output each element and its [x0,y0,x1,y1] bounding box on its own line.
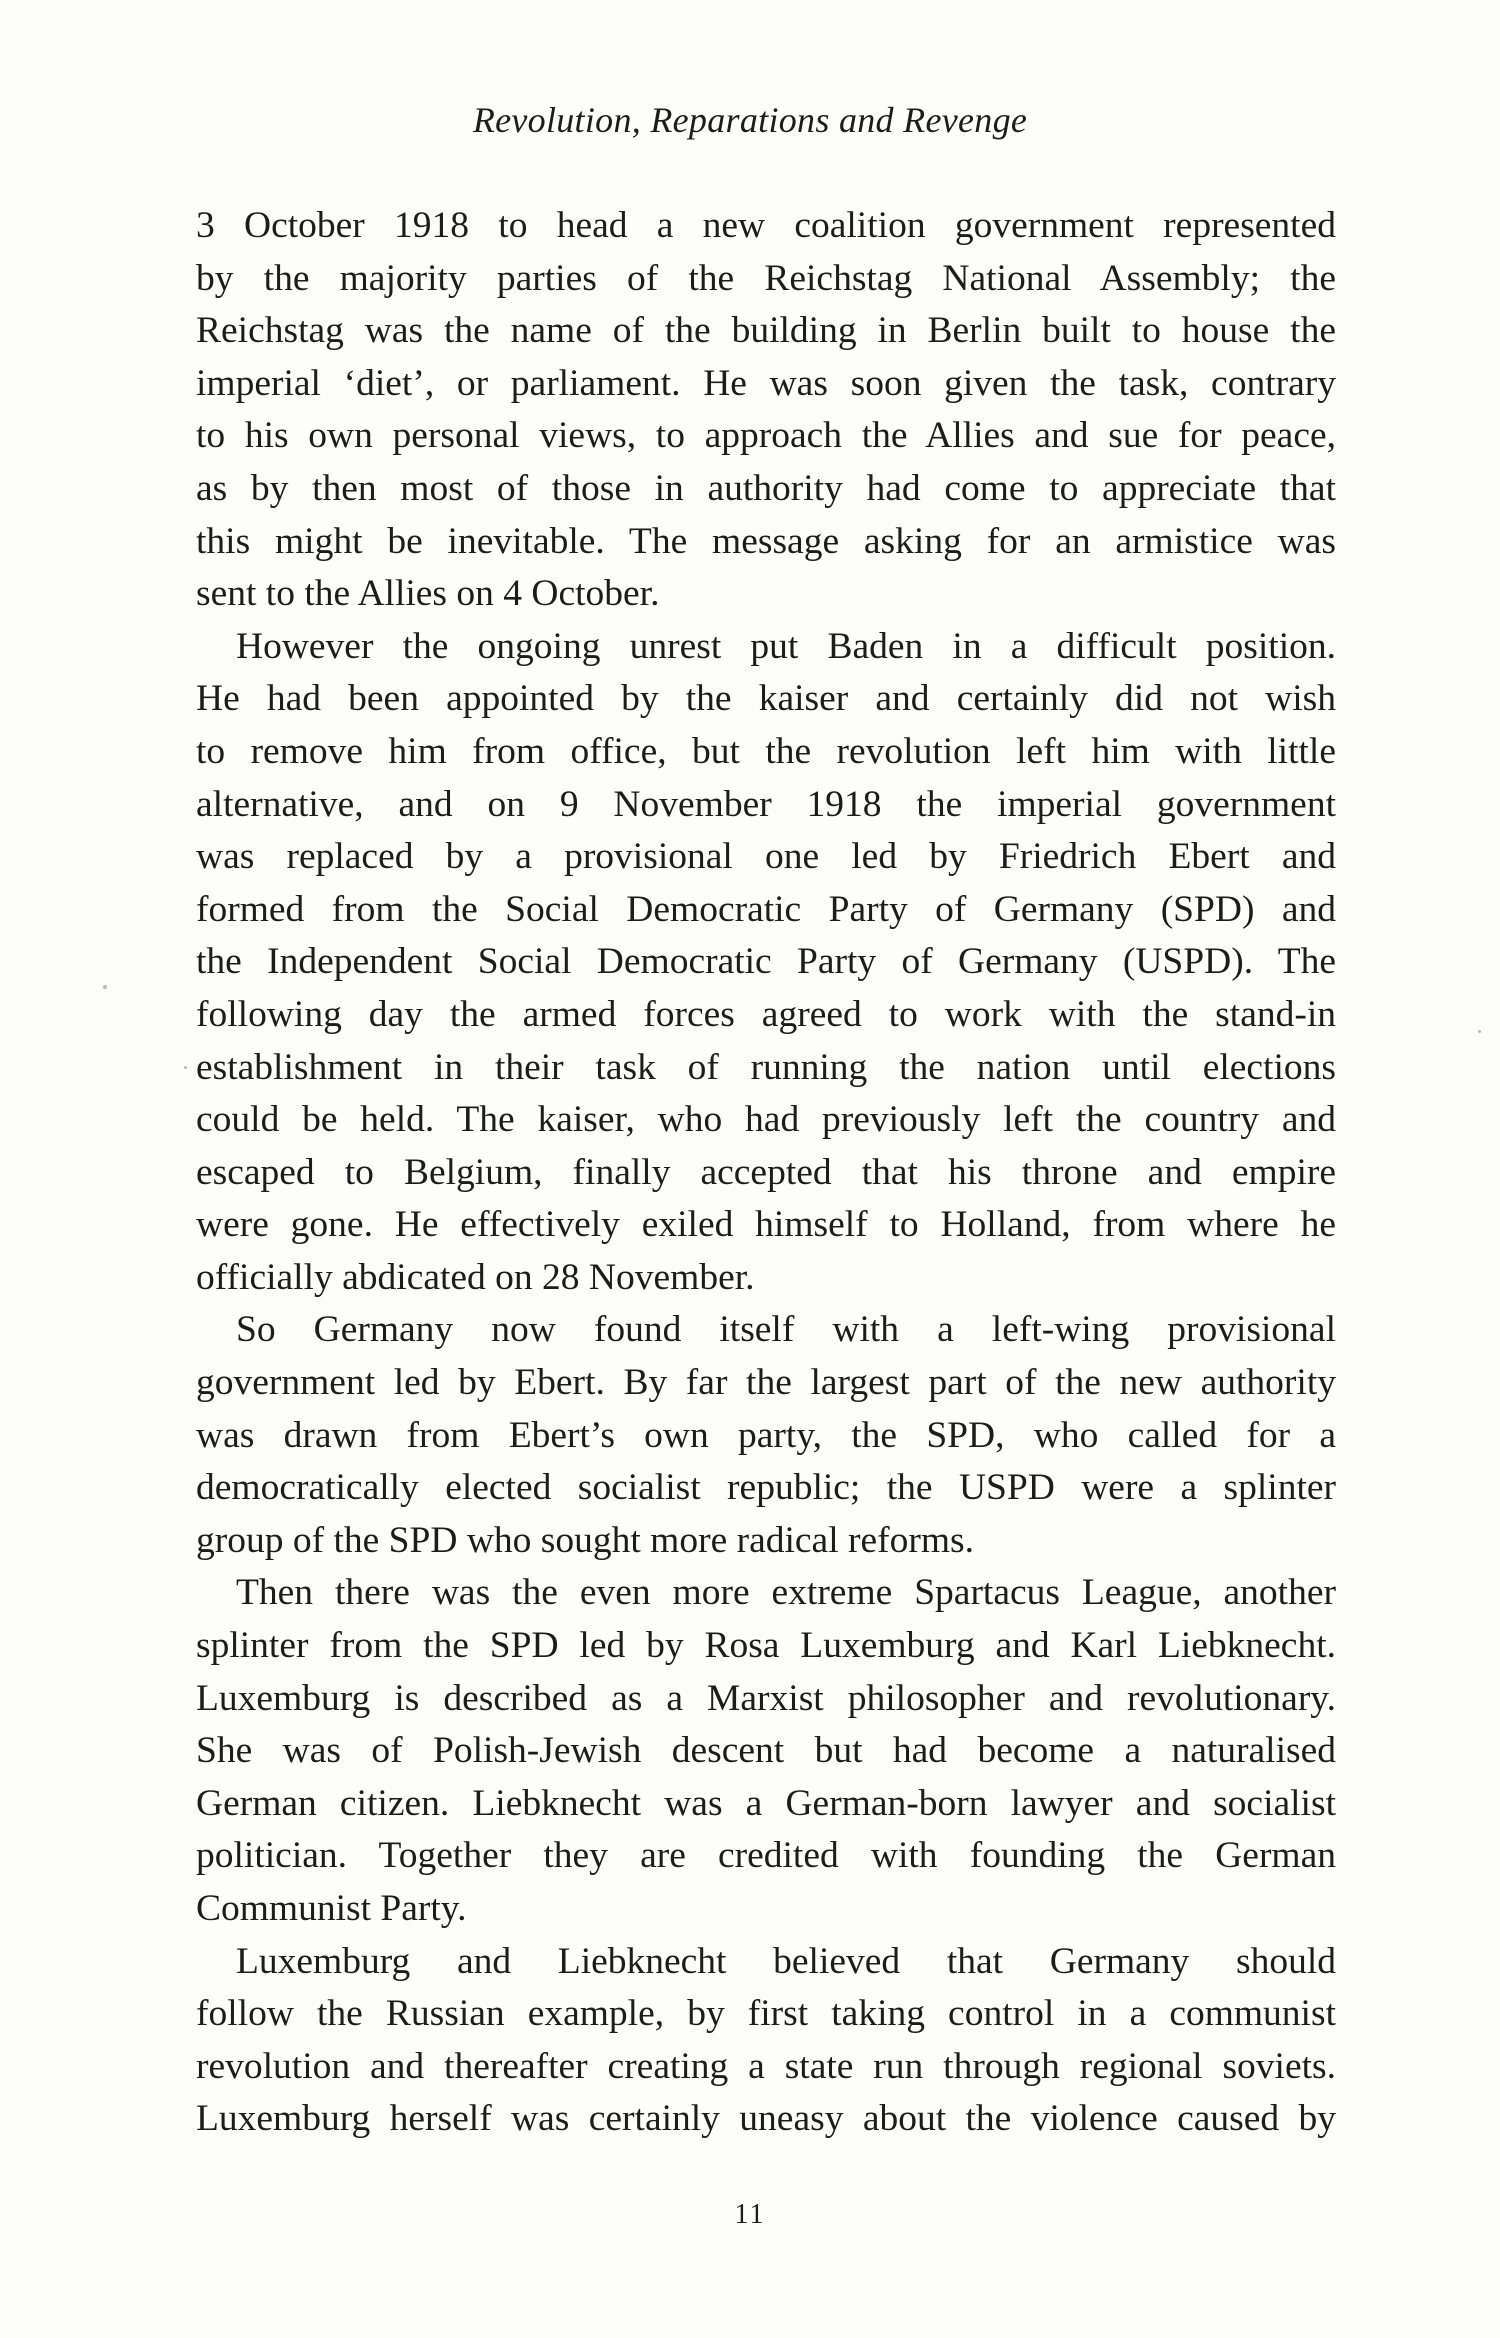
text-line: was drawn from Ebert’s own party, the SPD, who called for a [196,1414,1336,1456]
text-line: democratically elected socialist republic; the USPD were a splinter [196,1467,1336,1509]
paragraph-2 [196,621,1336,1305]
text-line: formed from the Social Democratic Party of Germany (SPD) and [196,888,1336,930]
text-line: splinter from the SPD led by Rosa Luxemburg and Karl Liebknecht. [196,1625,1336,1667]
text-line: Communist Party. [196,1888,467,1929]
text-line: politician. Together they are credited with founding the German [196,1835,1336,1877]
paragraph-4 [196,1567,1336,1935]
text-line: was replaced by a provisional one led by Friedrich Ebert and [196,836,1336,878]
text-line: government led by Ebert. By far the largest part of the new authority [196,1362,1336,1404]
text-line: Luxemburg is described as a Marxist philosopher and revolutionary. [196,1677,1336,1719]
paragraph-5 [196,1936,1336,2146]
text-line: She was of Polish-Jewish descent but had become a naturalised [196,1730,1336,1772]
text-line: by the majority parties of the Reichstag National Assembly; the [196,257,1336,299]
text-line: group of the SPD who sought more radical reforms. [196,1519,974,1561]
text-line: So Germany now found itself with a left-wing provisional [236,1309,1336,1351]
text-line: revolution and thereafter creating a state run through regional soviets. [196,2045,1336,2087]
text-line: were gone. He effectively exiled himself to Holland, from where he [196,1204,1336,1246]
text-line: sent to the Allies on 4 October. [196,573,660,615]
text-line: However the ongoing unrest put Baden in a difficult position. [236,625,1336,667]
text-line: Luxemburg and Liebknecht believed that Germany should [236,1940,1336,1982]
text-line: officially abdicated on 28 November. [196,1256,755,1298]
text-line: follow the Russian example, by first taking control in a communist [196,1993,1336,2035]
running-head: Revolution, Reparations and Revenge [472,100,1028,140]
text-line: Luxemburg herself was certainly uneasy about the violence caused by [196,2098,1336,2140]
paragraph-3 [196,1304,1336,1567]
paper-speck [1478,1030,1481,1033]
text-line: He had been appointed by the kaiser and certainly did not wish [196,678,1336,720]
text-line: to remove him from office, but the revolution left him with little [196,730,1336,772]
text-line: following day the armed forces agreed to work with the stand-in [196,993,1336,1035]
paper-speck [103,985,107,989]
text-line: this might be inevitable. The message asking for an armistice was [196,520,1336,562]
text-line: the Independent Social Democratic Party of Germany (USPD). The [196,941,1336,983]
text-line: as by then most of those in authority had come to appreciate that [196,467,1336,509]
paragraph-1 [196,200,1336,621]
text-line: escaped to Belgium, finally accepted that his throne and empire [196,1151,1336,1193]
text-line: Reichstag was the name of the building in Berlin built to house the [196,310,1336,352]
page-number: 11 [734,2199,766,2230]
paper-speck [184,1066,187,1069]
text-line: alternative, and on 9 November 1918 the imperial government [196,783,1336,825]
body-text [196,200,1336,2146]
text-line: 3 October 1918 to head a new coalition government represented [196,205,1336,246]
text-line: Then there was the even more extreme Spartacus League, another [236,1572,1336,1614]
text-line: to his own personal views, to approach the Allies and sue for peace, [196,415,1336,457]
text-line: establishment in their task of running the nation until elections [196,1046,1336,1088]
text-line: could be held. The kaiser, who had previously left the country and [196,1099,1336,1141]
text-line: German citizen. Liebknecht was a German-born lawyer and socialist [196,1782,1336,1824]
text-line: imperial ‘diet’, or parliament. He was soon given the task, contrary [196,362,1336,404]
